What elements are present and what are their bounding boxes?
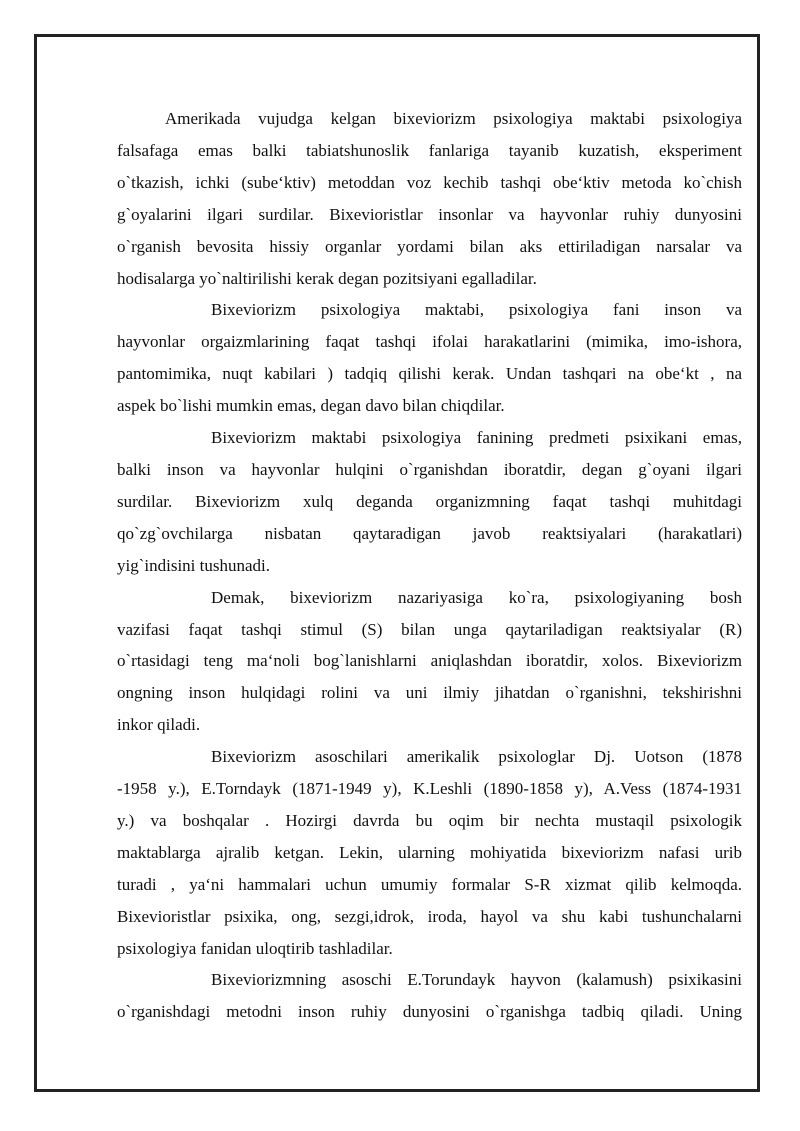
- line-text: Bixeviorizm asoschilari amerikalik psixologlar Dj. Uotson (1878: [211, 747, 742, 767]
- text-line: [117, 709, 742, 741]
- line-text: qo`zg`ovchilarga nisbatan qaytaradigan javob reaktsiyalari (harakatlari): [117, 523, 742, 543]
- text-line: [117, 326, 742, 358]
- text-line: [117, 167, 742, 199]
- line-text: o`rganish bevosita hissiy organlar yordami bilan aks ettiriladigan narsalar va: [117, 236, 742, 256]
- line-text: Amerikada vujudga kelgan bixeviorizm psixologiya maktabi psixologiya: [165, 109, 742, 128]
- line-text: -1958 y.), E.Torndayk (1871-1949 y), K.Leshli (1890-1858 y), A.Vess (1874-1931: [117, 779, 742, 799]
- text-line: [117, 422, 742, 454]
- text-line: [117, 294, 742, 326]
- line-text: psixologiya fanidan uloqtirib tashladilar.: [117, 938, 393, 958]
- line-text: y.) va boshqalar . Hozirgi davrda bu oqim bir nechta mustaqil psixologik: [117, 810, 742, 830]
- text-line: [117, 996, 742, 1028]
- text-line: [117, 869, 742, 901]
- line-text: g`oyalarini ilgari surdilar. Bixevioristlar insonlar va hayvonlar ruhiy dunyosini: [117, 204, 742, 224]
- line-text: o`rganishdagi metodni inson ruhiy dunyosini o`rganishga tadbiq qiladi. Uning: [117, 1002, 742, 1022]
- text-line: [117, 135, 742, 167]
- line-text: pantomimika, nuqt kabilari ) tadqiq qilishi kerak. Undan tashqari na obe‘kt , na: [117, 364, 742, 384]
- text-line: [117, 837, 742, 869]
- text-line: [117, 390, 742, 422]
- line-text: o`rtasidagi teng ma‘noli bog`lanishlarni aniqlashdan iboratdir, xolos. Bixeviorizm: [117, 651, 742, 671]
- line-text: vazifasi faqat tashqi stimul (S) bilan unga qaytariladigan reaktsiyalar (R): [117, 619, 742, 639]
- line-text: Demak, bixeviorizm nazariyasiga ko`ra, psixologiyaning bosh: [211, 587, 742, 607]
- text-line: [117, 199, 742, 231]
- text-line: [117, 901, 742, 933]
- text-line: [117, 518, 742, 550]
- line-text: turadi , ya‘ni hammalari uchun umumiy formalar S-R xizmat qilib kelmoqda.: [117, 874, 742, 894]
- line-text: Bixeviorizm maktabi psixologiya fanining predmeti psixikani emas,: [211, 428, 742, 448]
- text-line: [117, 263, 742, 295]
- text-line: [117, 964, 742, 996]
- text-line: [117, 103, 742, 135]
- line-text: maktablarga ajralib ketgan. Lekin, ularning mohiyatida bixeviorizm nafasi urib: [117, 842, 742, 862]
- line-text: inkor qiladi.: [117, 715, 201, 735]
- line-text: hodisalarga yo`naltirilishi kerak degan pozitsiyani egalladilar.: [117, 268, 537, 288]
- text-line: [117, 741, 742, 773]
- text-line: [117, 614, 742, 646]
- text-line: [117, 805, 742, 837]
- line-text: Bixeviorizmning asoschi E.Torundayk hayvon (kalamush) psixikasini: [211, 970, 742, 990]
- text-line: [117, 677, 742, 709]
- text-line: [117, 550, 742, 582]
- line-text: o`tkazish, ichki (sube‘ktiv) metoddan voz kechib tashqi obe‘ktiv metoda ko`chish: [117, 172, 742, 192]
- line-text: yig`indisini tushunadi.: [117, 555, 270, 575]
- text-line: [117, 645, 742, 677]
- text-line: [117, 486, 742, 518]
- line-text: aspek bo`lishi mumkin emas, degan davo bilan chiqdilar.: [117, 396, 505, 416]
- text-line: [117, 358, 742, 390]
- line-text: Bixevioristlar psixika, ong, sezgi,idrok, iroda, hayol va shu kabi tushunchalarni: [117, 906, 742, 926]
- line-text: falsafaga emas balki tabiatshunoslik fanlariga tayanib kuzatish, eksperiment: [117, 140, 742, 160]
- line-text: surdilar. Bixeviorizm xulq deganda organizmning faqat tashqi muhitdagi: [117, 491, 742, 511]
- line-text: hayvonlar orgaizmlarining faqat tashqi ifolai harakatlarini (mimika, imo-ishora,: [117, 332, 742, 352]
- line-text: Bixeviorizm psixologiya maktabi, psixologiya fani inson va: [211, 300, 742, 320]
- text-line: [117, 933, 742, 965]
- line-text: ongning inson hulqidagi rolini va uni ilmiy jihatdan o`rganishni, tekshirishni: [117, 683, 742, 703]
- document-body: [117, 103, 742, 1028]
- text-line: [117, 773, 742, 805]
- text-line: [117, 454, 742, 486]
- text-line: [117, 582, 742, 614]
- text-line: [117, 231, 742, 263]
- line-text: balki inson va hayvonlar hulqini o`rganishdan iboratdir, degan g`oyani ilgari: [117, 459, 742, 479]
